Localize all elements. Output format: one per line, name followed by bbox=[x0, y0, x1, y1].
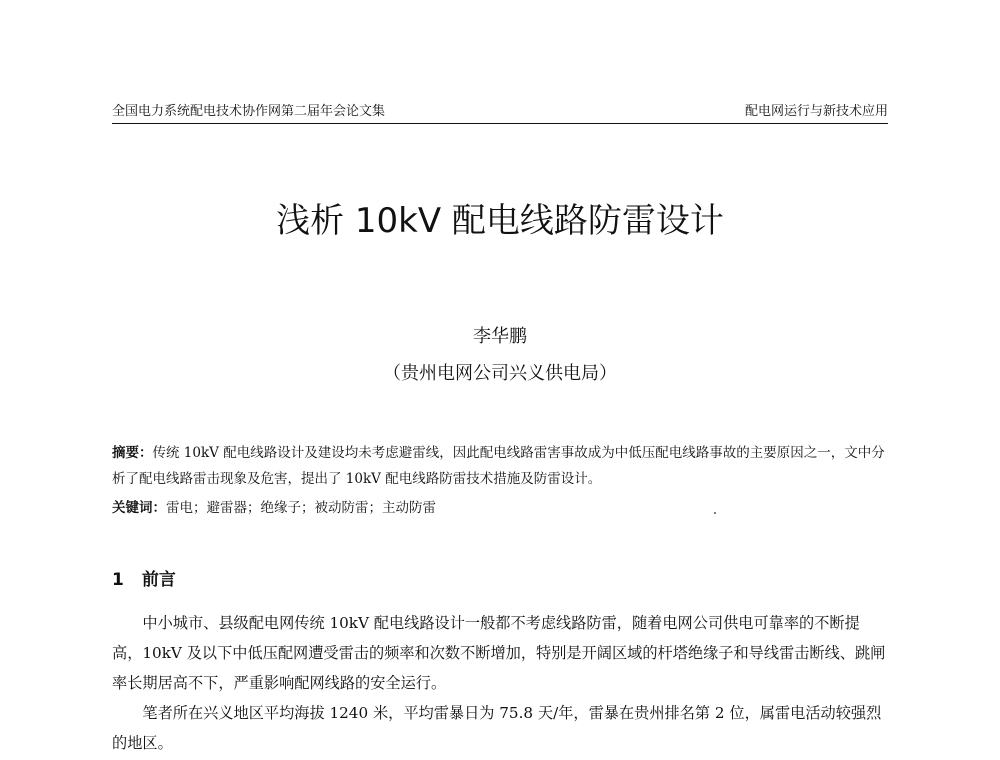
paper-title: 浅析 10kV 配电线路防雷设计 bbox=[276, 201, 724, 241]
abstract-label: 摘要： bbox=[112, 445, 153, 461]
running-header bbox=[112, 104, 888, 124]
section-body bbox=[112, 608, 888, 758]
keywords-text: 雷电；避雷器；绝缘子；被动防雷；主动防雷 bbox=[166, 500, 436, 516]
author-name: 李华鹏 bbox=[473, 326, 527, 347]
abstract-text: 传统 10kV 配电线路设计及建设均未考虑避雷线，因此配电线路雷害事故成为中低压配电线路事故的主要原因之一，文中分析了配电线路雷击现象及危害，提出了 10kV 配电线路防雷技术措施及防雷设计。 bbox=[112, 445, 885, 487]
header-left-text: 全国电力系统配电技术协作网第二届年会论文集 bbox=[112, 104, 386, 119]
section-heading bbox=[112, 568, 176, 592]
body-paragraph: 中小城市、县级配电网传统 10kV 配电线路设计一般都不考虑线路防雷，随着电网公司供电可靠率的不断提高，10kV 及以下中低压配网遭受雷击的频率和次数不断增加，特别是开阔区域的杆塔绝缘子和导线雷击断线、跳闸率长期居高不下，严重影响配网线路的安全运行。 bbox=[112, 614, 886, 692]
body-paragraph: 笔者所在兴义地区平均海拔 1240 米，平均雷暴日为 75.8 天/年，雷暴在贵州排名第 2 位，属雷电活动较强烈的地区。 bbox=[112, 704, 882, 752]
section-number: 1 bbox=[112, 570, 124, 590]
header-right-text: 配电网运行与新技术应用 bbox=[744, 104, 888, 119]
keywords-label: 关键词： bbox=[112, 500, 166, 516]
author-affiliation: （贵州电网公司兴义供电局） bbox=[383, 363, 617, 384]
keywords bbox=[112, 497, 888, 519]
scan-speck bbox=[714, 512, 716, 514]
section-title: 前言 bbox=[141, 570, 176, 590]
abstract bbox=[112, 440, 888, 492]
